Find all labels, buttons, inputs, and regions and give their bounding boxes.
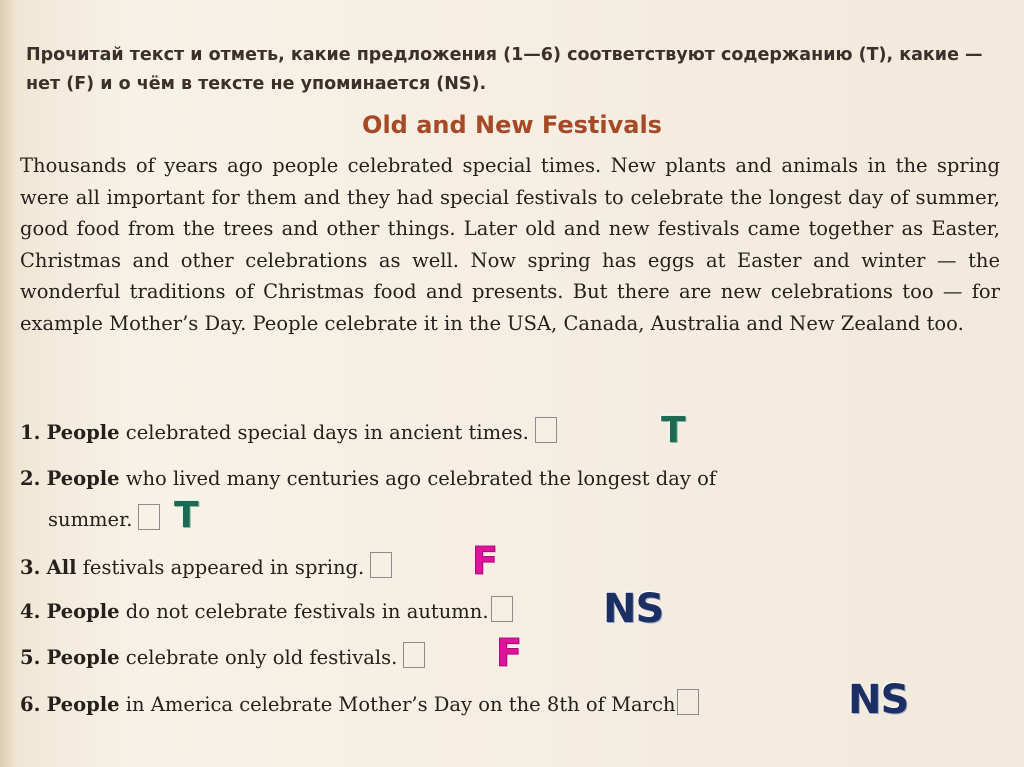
statement-4 <box>20 596 513 628</box>
statement-text: celebrate only old festivals. <box>125 646 398 669</box>
statement-lead: People <box>46 646 120 669</box>
statement-text: who lived many centuries ago celebrated the longest day of <box>125 467 717 490</box>
statement-number: 1. <box>20 421 41 444</box>
statement-number: 3. <box>20 556 41 579</box>
statement-number: 6. <box>20 693 41 716</box>
statement-6 <box>20 689 699 721</box>
answer-box[interactable] <box>370 552 392 578</box>
answer-box[interactable] <box>403 642 425 668</box>
statement-text: do not celebrate festivals in autumn. <box>125 600 489 623</box>
text-title-label: Old and New Festivals <box>362 111 662 139</box>
answer-mark-5: F <box>496 631 522 675</box>
statement-lead: All <box>46 556 77 579</box>
statement-3 <box>20 552 392 584</box>
statement-text-cont: summer. <box>48 508 133 531</box>
statement-text: in America celebrate Mother’s Day on the 8th of March <box>125 693 676 716</box>
answer-mark-6: NS <box>848 677 909 723</box>
statement-5 <box>20 642 425 674</box>
statement-text: festivals appeared in spring. <box>82 556 365 579</box>
answer-box[interactable] <box>138 504 160 530</box>
answer-mark-2: T <box>174 495 199 536</box>
answer-mark-4: NS <box>603 586 664 632</box>
text-title <box>0 111 1024 139</box>
answer-box[interactable] <box>491 596 513 622</box>
statement-text: celebrated special days in ancient times. <box>125 421 529 444</box>
answer-box[interactable] <box>535 417 557 443</box>
answer-mark-1: T <box>661 410 686 451</box>
statement-number: 4. <box>20 600 41 623</box>
answer-mark-3: F <box>472 539 498 583</box>
statement-number: 5. <box>20 646 41 669</box>
task-instruction: Прочитай текст и отметь, какие предложения (1—6) соответствуют содержанию (Т), какие — нет (F) и о чём в тексте не упоминается (NS). <box>26 45 983 94</box>
reading-paragraph: Thousands of years ago people celebrated special times. New plants and animals in the spring were all important for them and they had special festivals to celebrate the longest day of summer, good food from the trees and other things. Later old and new festivals came together as Easter, Christmas and other celebrations as well. Now spring has eggs at Easter and winter — the wonderful traditions of Christmas food and presents. But there are new celebrations too — for example Mother’s Day. People celebrate it in the USA, Canada, Australia and New Zealand too. <box>20 154 1000 335</box>
statement-2-continuation <box>48 504 160 536</box>
answer-box[interactable] <box>677 689 699 715</box>
statement-lead: People <box>46 693 120 716</box>
statement-lead: People <box>46 600 120 623</box>
statement-1 <box>20 417 557 449</box>
statement-number: 2. <box>20 467 41 490</box>
statement-lead: People <box>46 467 120 490</box>
statement-2 <box>20 463 995 495</box>
statement-lead: People <box>46 421 120 444</box>
